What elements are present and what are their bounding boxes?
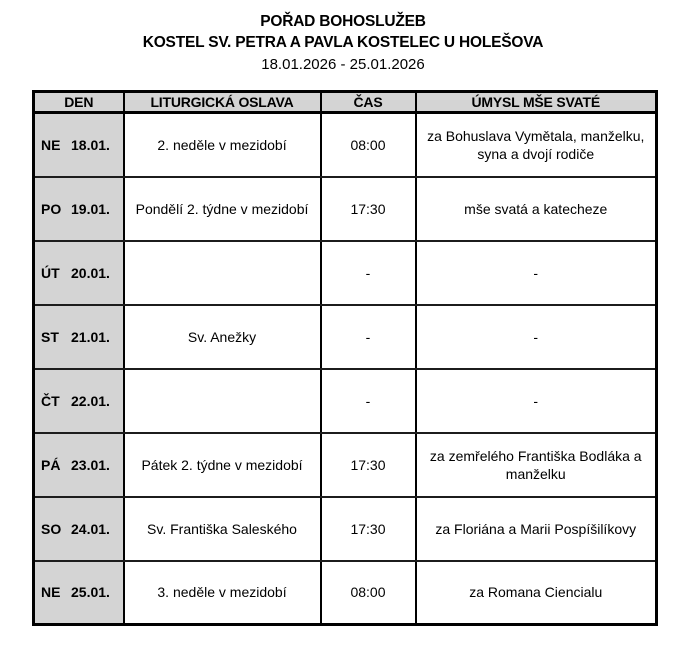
- table-row: [34, 113, 657, 177]
- day-abbr: ÚT: [41, 264, 60, 281]
- time-cell: 17:30: [321, 497, 416, 561]
- table-row: [34, 497, 657, 561]
- celebration-cell: 2. neděle v mezidobí: [124, 113, 321, 177]
- intention-cell: za Floriána a Marii Pospíšilíkovy: [416, 497, 657, 561]
- day-cell: [34, 369, 124, 433]
- schedule-table: [32, 90, 658, 626]
- day-date: 19.01.: [71, 200, 110, 217]
- table-row: [34, 177, 657, 241]
- intention-cell: -: [416, 369, 657, 433]
- column-header-intention: ÚMYSL MŠE SVATÉ: [416, 92, 657, 113]
- celebration-cell: Pátek 2. týdne v mezidobí: [124, 433, 321, 497]
- day-abbr: ST: [41, 328, 59, 345]
- time-cell: 08:00: [321, 561, 416, 625]
- day-date: 25.01.: [71, 584, 110, 601]
- celebration-cell: [124, 369, 321, 433]
- time-cell: -: [321, 369, 416, 433]
- day-date: 21.01.: [71, 328, 110, 345]
- day-date: 24.01.: [71, 520, 110, 537]
- day-abbr: NE: [41, 584, 61, 601]
- day-cell: [34, 433, 124, 497]
- day-date: 20.01.: [71, 264, 110, 281]
- column-header-day: DEN: [34, 92, 124, 113]
- day-cell: [34, 177, 124, 241]
- day-abbr: PÁ: [41, 456, 61, 473]
- day-date: 23.01.: [71, 456, 110, 473]
- celebration-cell: Sv. Františka Saleského: [124, 497, 321, 561]
- column-header-celebration: LITURGICKÁ OSLAVA: [124, 92, 321, 113]
- day-cell: [34, 113, 124, 177]
- day-abbr: PO: [41, 200, 62, 217]
- time-cell: 08:00: [321, 113, 416, 177]
- column-header-time: ČAS: [321, 92, 416, 113]
- day-date: 18.01.: [71, 136, 110, 153]
- time-cell: -: [321, 305, 416, 369]
- time-cell: -: [321, 241, 416, 305]
- date-range: 18.01.2026 - 25.01.2026: [261, 56, 425, 73]
- celebration-cell: Sv. Anežky: [124, 305, 321, 369]
- time-cell: 17:30: [321, 433, 416, 497]
- day-cell: [34, 497, 124, 561]
- intention-cell: -: [416, 305, 657, 369]
- intention-cell: mše svatá a katecheze: [416, 177, 657, 241]
- table-row: [34, 561, 657, 625]
- celebration-cell: 3. neděle v mezidobí: [124, 561, 321, 625]
- page-subtitle: KOSTEL SV. PETRA A PAVLA KOSTELEC U HOLEŠOVA: [142, 34, 544, 51]
- day-abbr: SO: [41, 520, 62, 537]
- day-abbr: ČT: [41, 392, 60, 409]
- celebration-cell: Pondělí 2. týdne v mezidobí: [124, 177, 321, 241]
- table-row: [34, 241, 657, 305]
- day-cell: [34, 241, 124, 305]
- table-row: [34, 433, 657, 497]
- time-cell: 17:30: [321, 177, 416, 241]
- day-abbr: NE: [41, 136, 61, 153]
- document-header: [0, 0, 686, 75]
- table-row: [34, 369, 657, 433]
- day-date: 22.01.: [71, 392, 110, 409]
- intention-cell: za zemřelého Františka Bodláka a manželku: [416, 433, 657, 497]
- page-title: POŘAD BOHOSLUŽEB: [260, 13, 426, 30]
- intention-cell: za Romana Ciencialu: [416, 561, 657, 625]
- table-header-row: [34, 92, 657, 113]
- table-body: [34, 113, 657, 625]
- intention-cell: -: [416, 241, 657, 305]
- celebration-cell: [124, 241, 321, 305]
- day-cell: [34, 305, 124, 369]
- intention-cell: za Bohuslava Vymětala, manželku, syna a dvojí rodiče: [416, 113, 657, 177]
- table-row: [34, 305, 657, 369]
- day-cell: [34, 561, 124, 625]
